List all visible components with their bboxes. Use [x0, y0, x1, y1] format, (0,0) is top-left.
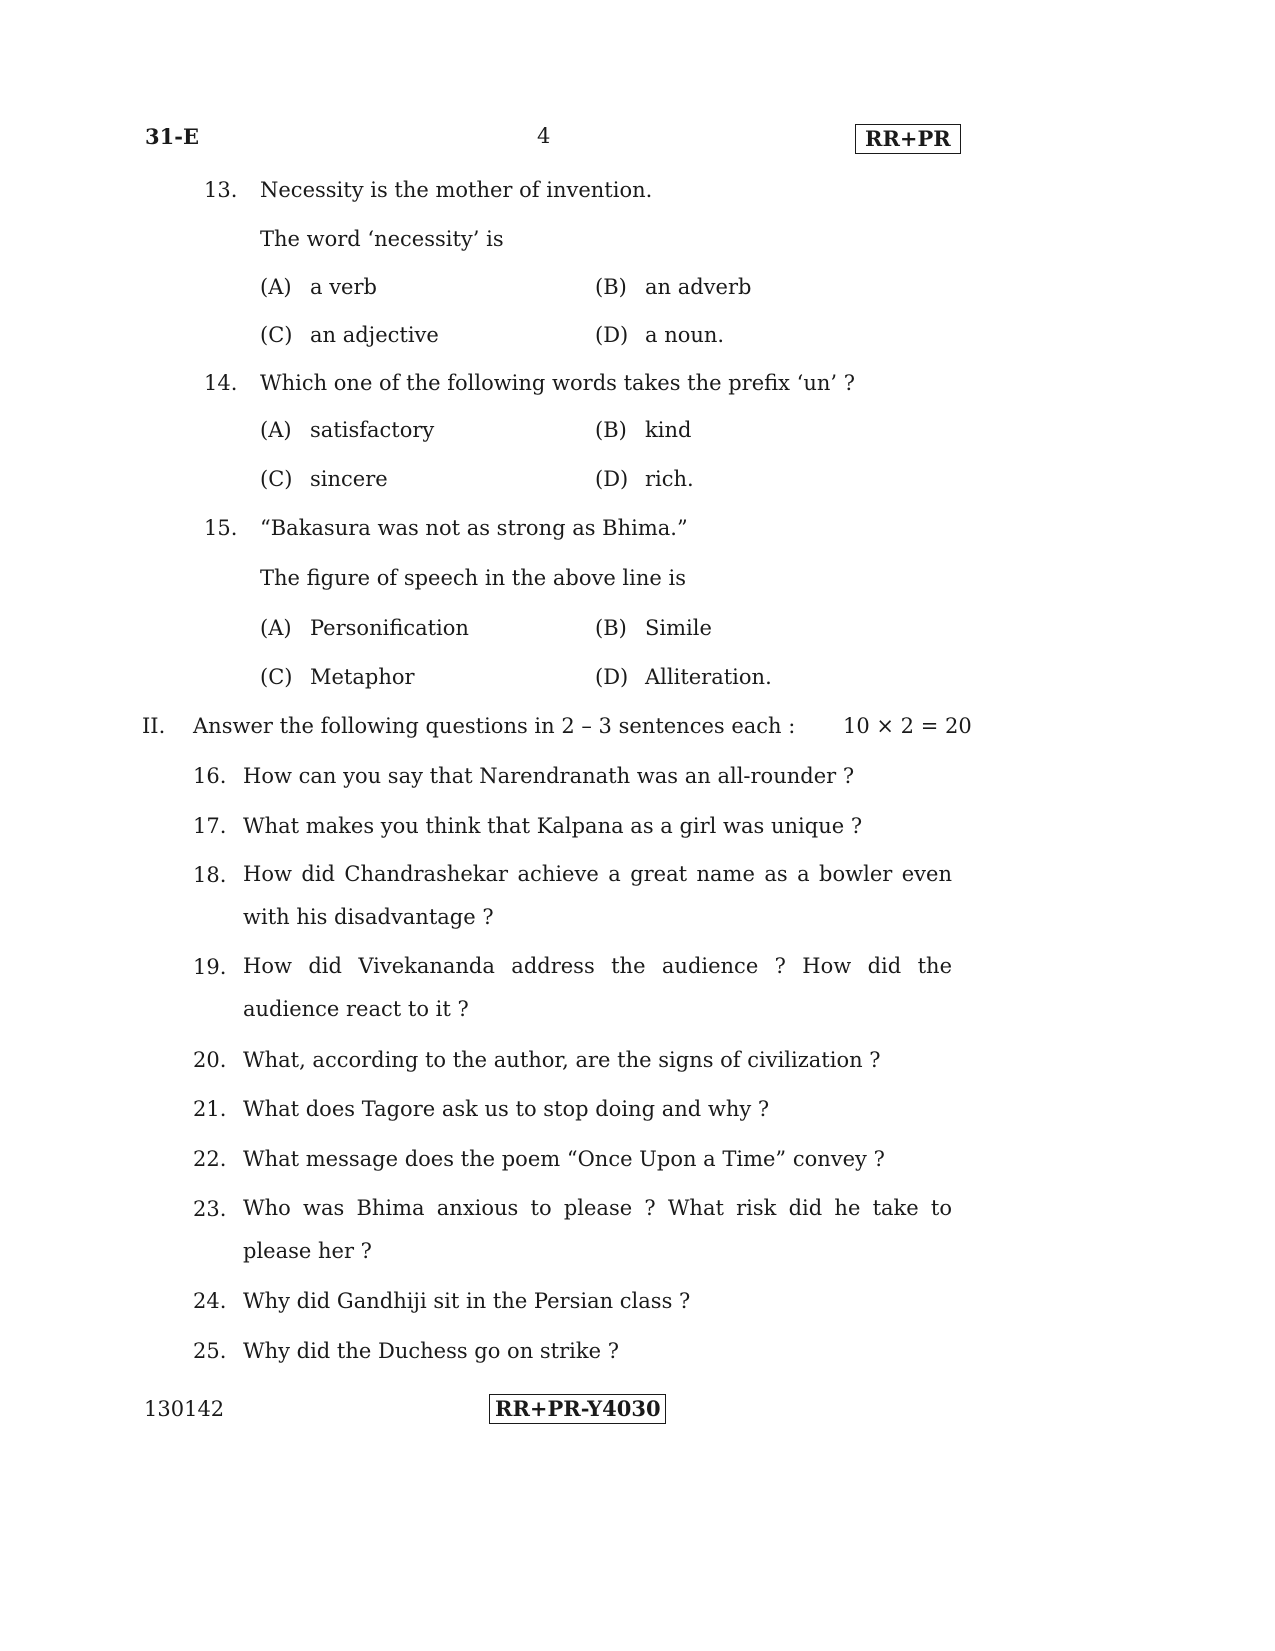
option-text: Simile [645, 616, 712, 640]
question-number: 25. [193, 1339, 227, 1363]
question-number: 13. [204, 178, 238, 202]
question-stem: Which one of the following words takes the prefix ‘un’ ? [260, 371, 855, 395]
option-label: (C) [260, 323, 293, 347]
option-text: an adjective [310, 323, 439, 347]
question-text: What message does the poem “Once Upon a Time” convey ? [243, 1147, 885, 1171]
option-text: kind [645, 418, 692, 442]
option-label: (C) [260, 665, 293, 689]
question-number: 23. [193, 1197, 227, 1221]
question-number: 18. [193, 863, 227, 887]
option-label: (B) [595, 418, 627, 442]
page-number: 4 [537, 124, 551, 148]
question-stem: “Bakasura was not as strong as Bhima.” [260, 516, 688, 540]
question-text: What, according to the author, are the signs of civilization ? [243, 1048, 881, 1072]
question-text: Why did the Duchess go on strike ? [243, 1339, 619, 1363]
question-number: 20. [193, 1048, 227, 1072]
option-text: sincere [310, 467, 388, 491]
option-text: a noun. [645, 323, 725, 347]
paper-code: 31-E [145, 124, 199, 149]
question-number: 21. [193, 1097, 227, 1121]
option-label: (A) [260, 616, 292, 640]
option-label: (B) [595, 275, 627, 299]
option-text: Alliteration. [645, 665, 772, 689]
question-number: 19. [193, 955, 227, 979]
option-text: Personification [310, 616, 469, 640]
footer-code-box: RR+PR-Y4030 [489, 1394, 666, 1424]
question-text: How did Chandrashekar achieve a great name as a bowler even with his disadvantage ? [243, 862, 952, 929]
option-label: (C) [260, 467, 293, 491]
option-label: (D) [595, 323, 629, 347]
question-text: How did Vivekananda address the audience ? How did the audience react to it ? [243, 954, 952, 1021]
question-number: 17. [193, 814, 227, 838]
option-label: (A) [260, 275, 292, 299]
option-text: rich. [645, 467, 694, 491]
option-text: an adverb [645, 275, 752, 299]
option-text: Metaphor [310, 665, 415, 689]
question-text: How can you say that Narendranath was an all-rounder ? [243, 764, 855, 788]
question-number: 14. [204, 371, 238, 395]
question-text: Who was Bhima anxious to please ? What risk did he take to please her ? [243, 1196, 952, 1263]
section-number: II. [142, 714, 166, 738]
question-number: 15. [204, 516, 238, 540]
option-label: (B) [595, 616, 627, 640]
option-label: (A) [260, 418, 292, 442]
question-stem: The figure of speech in the above line is [260, 566, 686, 590]
question-text: Why did Gandhiji sit in the Persian class ? [243, 1289, 691, 1313]
footer-number: 130142 [144, 1397, 225, 1421]
option-text: a verb [310, 275, 377, 299]
series-box: RR+PR [855, 124, 961, 154]
section-instruction: Answer the following questions in 2 – 3 sentences each : [193, 714, 796, 738]
question-number: 22. [193, 1147, 227, 1171]
option-label: (D) [595, 665, 629, 689]
question-text: What does Tagore ask us to stop doing and why ? [243, 1097, 770, 1121]
question-number: 16. [193, 764, 227, 788]
option-label: (D) [595, 467, 629, 491]
question-stem: Necessity is the mother of invention. [260, 178, 653, 202]
question-number: 24. [193, 1289, 227, 1313]
option-text: satisfactory [310, 418, 435, 442]
section-marks: 10 × 2 = 20 [843, 714, 972, 738]
question-text: What makes you think that Kalpana as a girl was unique ? [243, 814, 863, 838]
question-stem: The word ‘necessity’ is [260, 227, 504, 251]
